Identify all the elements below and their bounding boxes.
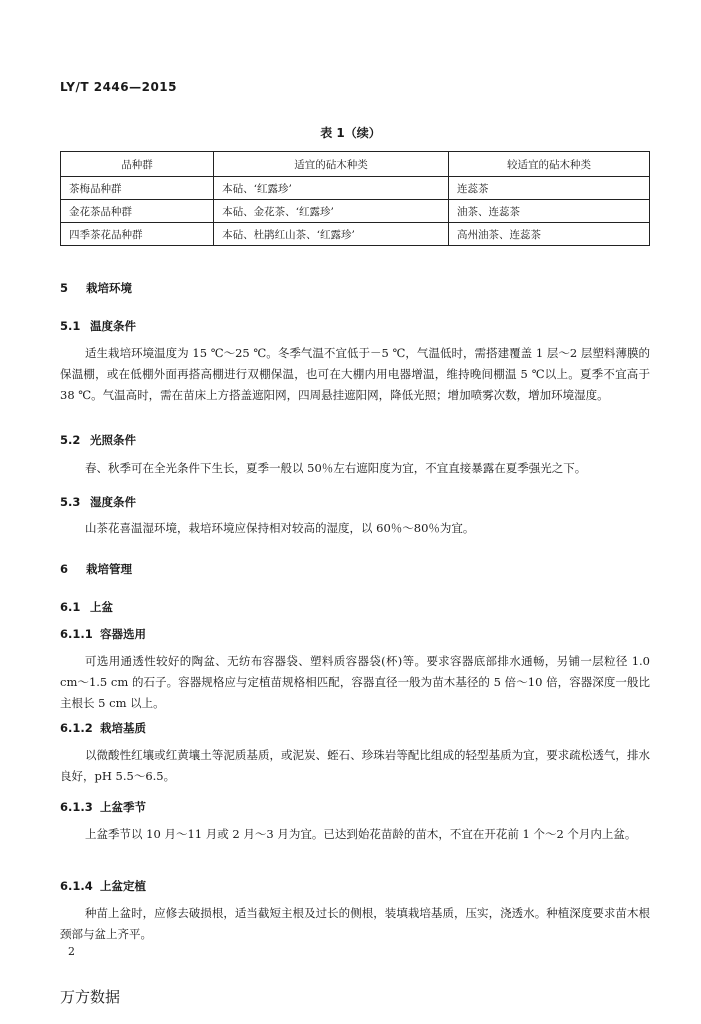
section-heading [60, 318, 136, 334]
section-heading [60, 599, 113, 615]
watermark: 万方数据 [60, 988, 121, 1006]
section-number: 6.1 [60, 600, 81, 614]
section-heading [60, 561, 132, 577]
paragraph: 山茶花喜温湿环境，栽培环境应保持相对较高的湿度，以 60％～80％为宜。 [85, 521, 475, 535]
paragraph: 可选用通透性较好的陶盆、无纺布容器袋、塑料质容器袋(杯)等。要求容器底部排水通畅，另铺一层粒径 1.0 cm～1.5 cm 的石子。容器规格应与定植苗规格相匹配，容器直径一般为苗木基径的 5 倍～10 倍，容器深度一般比主根长 5 cm 以上。 [60, 654, 650, 710]
section-number: 5.2 [60, 433, 81, 447]
section-title: 栽培基质 [100, 721, 146, 735]
table-cell: 四季茶花品种群 [61, 223, 214, 246]
section-title: 温度条件 [90, 319, 136, 333]
section-heading [60, 432, 136, 448]
section-number: 5 [60, 281, 69, 295]
table-caption: 表 1（续） [320, 126, 381, 140]
table-header-cell: 品种群 [61, 152, 214, 177]
section-title: 上盆 [90, 600, 113, 614]
table-cell: 金花茶品种群 [61, 200, 214, 223]
rootstock-table [60, 151, 650, 246]
section-heading [60, 626, 146, 642]
table-cell: 连蕊茶 [448, 177, 649, 200]
section-number: 6.1.3 [60, 800, 93, 814]
section-number: 5.3 [60, 495, 81, 509]
table-cell: 本砧、金花茶、‘红露珍’ [214, 200, 449, 223]
standard-code: LY/T 2446—2015 [60, 80, 178, 94]
page-number: 2 [68, 945, 75, 958]
section-title: 上盆定植 [100, 879, 146, 893]
section-number: 6.1.1 [60, 627, 93, 641]
section-title: 容器选用 [100, 627, 146, 641]
paragraph: 春、秋季可在全光条件下生长，夏季一般以 50％左右遮阳度为宜，不宜直接暴露在夏季强光之下。 [85, 461, 587, 475]
paragraph: 上盆季节以 10 月～11 月或 2 月～3 月为宜。已达到始花苗龄的苗木，不宜在开花前 1 个～2 个月内上盆。 [85, 827, 637, 841]
table-cell: 油茶、连蕊茶 [448, 200, 649, 223]
table-cell: 本砧、杜鹃红山茶、‘红露珍’ [214, 223, 449, 246]
table-header-cell: 较适宜的砧木种类 [448, 152, 649, 177]
table-cell: 本砧、‘红露珍’ [214, 177, 449, 200]
table-row [61, 177, 650, 200]
section-title: 湿度条件 [90, 495, 136, 509]
section-heading [60, 494, 136, 510]
section-heading [60, 280, 132, 296]
section-number: 5.1 [60, 319, 81, 333]
table-header-row [61, 152, 650, 177]
table-row [61, 223, 650, 246]
table-cell: 高州油茶、连蕊茶 [448, 223, 649, 246]
section-heading [60, 799, 146, 815]
section-heading [60, 878, 146, 894]
section-number: 6.1.2 [60, 721, 93, 735]
section-number: 6.1.4 [60, 879, 93, 893]
section-title: 栽培管理 [86, 562, 132, 576]
paragraph: 以微酸性红壤或红黄壤土等泥质基质，或泥炭、蛭石、珍珠岩等配比组成的轻型基质为宜，要求疏松透气，排水良好，pH 5.5～6.5。 [60, 748, 650, 783]
table-row [61, 200, 650, 223]
table-header-cell: 适宜的砧木种类 [214, 152, 449, 177]
section-number: 6 [60, 562, 69, 576]
section-title: 栽培环境 [86, 281, 132, 295]
paragraph: 种苗上盆时，应修去破损根，适当截短主根及过长的侧根，装填栽培基质，压实，浇透水。种植深度要求苗木根颈部与盆上齐平。 [60, 906, 650, 941]
section-title: 上盆季节 [100, 800, 146, 814]
table-cell: 茶梅品种群 [61, 177, 214, 200]
section-heading [60, 720, 146, 736]
paragraph: 适生栽培环境温度为 15 ℃～25 ℃。冬季气温不宜低于－5 ℃，气温低时，需搭建覆盖 1 层～2 层塑料薄膜的保温棚，或在低棚外面再搭高棚进行双棚保温，也可在大棚内用电器增温，维持晚间棚温 5 ℃以上。夏季不宜高于 38 ℃。气温高时，需在苗床上方搭盖遮阳网，四周悬挂遮阳网，降低光照；增加喷雾次数，增加环境湿度。 [60, 346, 650, 402]
section-title: 光照条件 [90, 433, 136, 447]
